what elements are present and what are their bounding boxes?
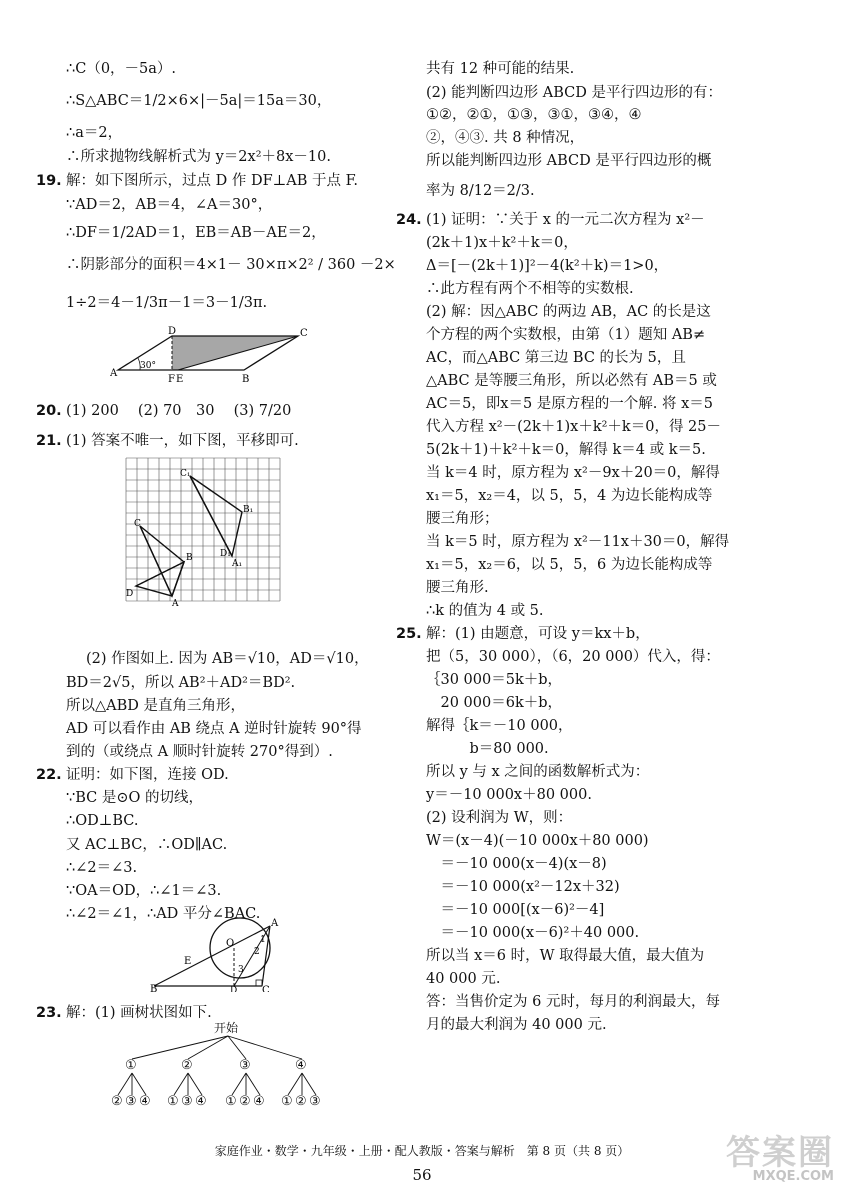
page-footer: 家庭作业・数学・九年级・上册・配人教版・答案与解析 第 8 页（共 8 页） [214, 1144, 630, 1158]
label-A1: A₁ [232, 559, 243, 569]
right-text-line: 所以能判断四边形 ABCD 是平行四边形的概 [426, 153, 712, 169]
right-text-line: ①②，②①，①③，③①，③④，④ [426, 107, 642, 123]
right-text-line: 把（5，30 000），（6，20 000）代入，得： [426, 649, 720, 665]
triangle-original [140, 526, 184, 596]
tree-node-level2: ② [239, 1094, 251, 1109]
label-D: D [126, 589, 134, 599]
right-text-line: 40 000 元. [426, 971, 501, 987]
right-text-line: (2k＋1)x＋k²＋k＝0， [426, 235, 578, 251]
label-B1: B₁ [243, 505, 254, 515]
right-text-line: ＝－10 000(x－6)²＋40 000. [426, 925, 640, 941]
label-2: 2 [254, 947, 260, 957]
right-text-line: x₁＝5，x₂＝4，以 5，5，4 为边长能构成等 [426, 488, 713, 504]
tree-node-level2: ④ [139, 1094, 151, 1109]
label-D: D [168, 326, 177, 337]
left-text-line: 到的（或绕点 A 顺时针旋转 270°得到）. [66, 744, 333, 760]
right-text-line: 所以 y 与 x 之间的函数解析式为： [426, 764, 650, 780]
label-O: O [226, 938, 235, 949]
label-angle: 30° [140, 361, 156, 371]
label-B: B [186, 553, 193, 563]
label-D1: D₁ [220, 549, 231, 559]
right-text-line: ∴k 的值为 4 或 5. [426, 603, 544, 619]
right-text-line: ＝－10 000[(x－6)²－4] [426, 902, 605, 918]
right-text-line: (2) 解：因△ABC 的两边 AB，AC 的长是这 [426, 304, 711, 320]
figure-21-grid [122, 454, 286, 610]
left-text-line: BD＝2√5，所以 AB²＋AD²＝BD². [66, 675, 296, 691]
tree-node-level2: ③ [181, 1094, 193, 1109]
right-text-line: AC＝5，即x＝5 是原方程的一个解. 将 x＝5 [426, 396, 714, 412]
right-text-line: (2) 设利润为 W，则： [426, 810, 573, 826]
label-A: A [110, 368, 118, 379]
triangle-translated [190, 476, 242, 556]
label-3: 3 [238, 965, 244, 975]
right-text-line: 5(2k＋1)＋k²＋k＝0，解得 k＝4 或 k＝5. [426, 442, 706, 458]
right-text-line: (2) 能判断四边形 ABCD 是平行四边形的有： [426, 85, 722, 101]
label-A: A [271, 918, 279, 929]
left-text-line: ∴∠2＝∠3. [66, 860, 138, 876]
right-text-line: 当 k＝5 时，原方程为 x²－11x＋30＝0，解得 [426, 534, 730, 550]
right-text-line: 20 000＝6k＋b， [426, 695, 563, 711]
right-text-line: W＝(x－4)(－10 000x＋80 000) [426, 833, 649, 849]
watermark-site: MXQE.COM [752, 1169, 834, 1184]
right-question-number: 24. [396, 212, 422, 228]
left-text-line: ∴OD⊥BC. [66, 813, 139, 829]
right-text-line: 腰三角形. [426, 580, 489, 596]
right-text-line: ∴此方程有两个不相等的实数根. [426, 281, 634, 297]
right-text-line: (1) 证明：∵关于 x 的一元二次方程为 x²－ [426, 212, 705, 228]
right-text-line: ②，④③. 共 8 种情况， [426, 130, 585, 146]
figure-19-parallelogram [110, 324, 315, 386]
tree-node-level2: ① [281, 1094, 293, 1109]
left-question-number: 22. [36, 767, 62, 783]
left-question-number: 23. [36, 1005, 62, 1021]
right-text-line: 率为 8/12＝2/3. [426, 183, 535, 199]
left-text-line: ∴a＝2， [66, 125, 123, 141]
right-text-line: Δ＝[－(2k＋1)]²－4(k²＋k)＝1>0， [426, 258, 669, 274]
left-text-line: 证明：如下图，连接 OD. [66, 767, 229, 783]
label-C: C [134, 519, 141, 529]
right-text-line: 月的最大利润为 40 000 元. [426, 1017, 607, 1033]
right-text-line: AC，而△ABC 第三边 BC 的长为 5，且 [426, 350, 686, 366]
label-B: B [150, 984, 158, 992]
right-text-line: y＝－10 000x＋80 000. [426, 787, 592, 803]
right-text-line: 所以当 x＝6 时，W 取得最大值，最大值为 [426, 948, 705, 964]
tree-node-level2: ① [225, 1094, 237, 1109]
label-E: E [176, 374, 184, 385]
tree-node-level1: ③ [239, 1058, 251, 1073]
right-text-line: ＝－10 000(x²－12x＋32) [426, 879, 620, 895]
right-text-line: x₁＝5，x₂＝6，以 5，5，6 为边长能构成等 [426, 557, 713, 573]
label-B: B [242, 374, 250, 385]
watermark-logo [726, 1133, 834, 1184]
tree-root: 开始 [214, 1021, 239, 1035]
left-text-line: 所以△ABD 是直角三角形， [66, 698, 246, 714]
figure-23-tree [110, 1022, 340, 1114]
left-text-line: ∴所求抛物线解析式为 y＝2x²＋8x－10. [66, 149, 331, 165]
label-C1: C₁ [180, 469, 191, 479]
left-text-line: ∴DF＝1/2AD＝1，EB＝AB－AE＝2， [66, 225, 326, 241]
right-text-line: ｛30 000＝5k＋b， [426, 672, 563, 688]
right-text-line: ＝－10 000(x－4)(x－8) [426, 856, 607, 872]
left-text-line: ∴S△ABC＝1/2×6×|－5a|＝15a＝30， [66, 93, 332, 109]
left-text-line: 1÷2＝4－1/3π－1＝3－1/3π. [66, 295, 268, 311]
left-text-line: ∴∠2＝∠1，∴AD 平分∠BAC. [66, 906, 261, 922]
right-text-line: 腰三角形； [426, 511, 499, 527]
left-text-line: (1) 答案不唯一，如下图，平移即可. [66, 433, 299, 449]
right-question-number: 25. [396, 626, 422, 642]
left-question-number: 20. [36, 403, 62, 419]
tree-node-level1: ① [125, 1058, 137, 1073]
tree-node-level1: ④ [295, 1058, 307, 1073]
tree-node-level2: ④ [253, 1094, 265, 1109]
left-text-line: 又 AC⊥BC，∴OD∥AC. [66, 837, 228, 853]
left-text-line: 解：如下图所示，过点 D 作 DF⊥AB 于点 F. [66, 173, 359, 189]
right-text-line: △ABC 是等腰三角形，所以必然有 AB＝5 或 [426, 373, 717, 389]
tree-node-level2: ③ [125, 1094, 137, 1109]
right-text-line: 答：当售价定为 6 元时，每月的利润最大，每 [426, 994, 720, 1010]
tree-node-level2: ① [167, 1094, 179, 1109]
tree-node-level2: ② [111, 1094, 123, 1109]
right-text-line: 个方程的两个实数根，由第（1）题知 AB≠ [426, 327, 706, 343]
label-E: E [184, 956, 192, 967]
left-text-line: (1) 200 (2) 70 30 (3) 7/20 [66, 403, 292, 419]
tree-node-level2: ④ [195, 1094, 207, 1109]
right-text-line: 代入方程 x²－(2k＋1)x＋k²＋k＝0，得 25－ [426, 419, 721, 435]
left-text-line: 解：(1) 画树状图如下. [66, 1005, 212, 1021]
tree-node-level1: ② [181, 1058, 193, 1073]
left-text-line: ∴C（0，－5a）. [66, 61, 177, 77]
watermark-text: 答案圈 [726, 1133, 834, 1173]
right-text-line: 解得｛k＝－10 000， [426, 718, 573, 734]
left-text-line: (2) 作图如上. 因为 AB＝√10，AD＝√10， [86, 651, 369, 667]
page-number: 56 [412, 1166, 432, 1184]
right-text-line: 当 k＝4 时，原方程为 x²－9x＋20＝0，解得 [426, 465, 720, 481]
label-1: 1 [260, 935, 266, 945]
left-text-line: ∵OA＝OD，∴∠1＝∠3. [66, 883, 222, 899]
left-text-line: ∴阴影部分的面积＝4×1－ 30×π×2² / 360 －2× [66, 257, 396, 273]
tree-node-level2: ② [295, 1094, 307, 1109]
label-F: F [168, 374, 175, 385]
label-C: C [262, 985, 270, 992]
right-text-line: b＝80 000. [426, 741, 549, 757]
right-text-line: 解：(1) 由题意，可设 y＝kx＋b， [426, 626, 650, 642]
label-D: D [230, 986, 238, 992]
left-question-number: 21. [36, 433, 62, 449]
tree-node-level2: ③ [309, 1094, 321, 1109]
left-text-line: AD 可以看作由 AB 绕点 A 逆时针旋转 90°得 [66, 721, 362, 737]
left-text-line: ∵AD＝2，AB＝4，∠A＝30°， [66, 197, 273, 213]
left-text-line: ∵BC 是⊙O 的切线， [66, 790, 203, 806]
label-A: A [172, 599, 179, 609]
right-text-line: 共有 12 种可能的结果. [426, 61, 575, 77]
figure-22-circle [150, 916, 280, 992]
left-question-number: 19. [36, 173, 62, 189]
label-C: C [300, 328, 308, 339]
